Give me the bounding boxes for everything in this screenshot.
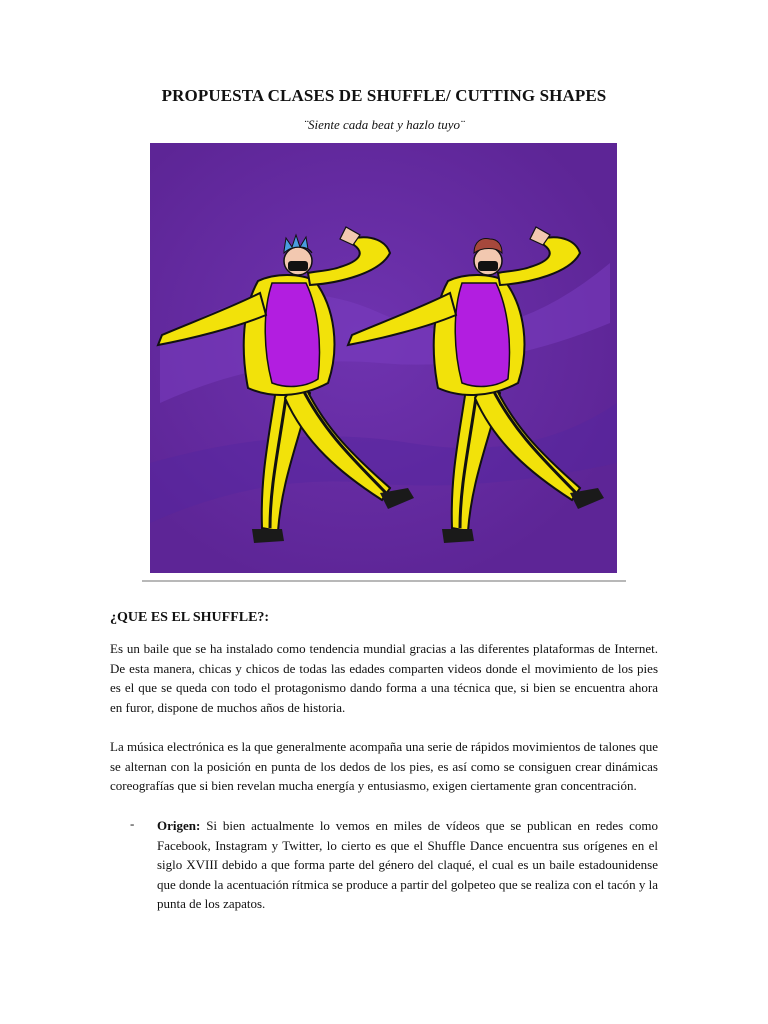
bullet-marker: -: [130, 816, 135, 831]
document-subtitle: ¨Siente cada beat y hazlo tuyo¨: [303, 117, 465, 132]
figure-divider: [142, 580, 626, 582]
dancer-left-shoe: [252, 529, 284, 543]
two-dancers-illustration: [150, 143, 617, 573]
bullet-origin-text: Si bien actualmente lo vemos en miles de vídeos que se publican en redes como Facebook, Instagram y Twitter, lo cierto es que el Shuffle Dance encuentra sus orígenes en el siglo XVIII debido a que forma parte del género del claqué, el cual es un baile estadounidense que donde la acentuación rítmica se produce a partir del golpeteo que se realiza con el tacón y la punta de los zapatos.: [157, 818, 658, 911]
section-heading: ¿QUE ES EL SHUFFLE?:: [110, 610, 270, 625]
paragraph-music: La música electrónica es la que generalmente acompaña una serie de rápidos movimientos de talones que se alternan con la posición en punta de los dedos de los pies, es así como se consiguen crear dinámicas coreografías que si bien revelan mucha energía y entusiasmo, exigen ciertamente gran concentración.: [110, 739, 658, 793]
document-title: PROPUESTA CLASES DE SHUFFLE/ CUTTING SHAPES: [161, 86, 607, 105]
dancer-right-mask: [478, 261, 498, 271]
dancer-left-shirt: [265, 283, 319, 386]
dancer-left-mask: [288, 261, 308, 271]
dancer-right-shirt: [455, 283, 509, 386]
dancer-right-shoe: [442, 529, 474, 543]
bullet-origin-label: Origen:: [157, 818, 201, 833]
paragraph-intro: Es un baile que se ha instalado como tendencia mundial gracias a las diferentes plataformas de Internet. De esta manera, chicas y chicos de todas las edades comparten videos donde el movimiento de los pies es el que se queda con todo el protagonismo dando forma a una técnica que, si bien se encuentra ahora en furor, dispone de muchos años de historia.: [110, 641, 658, 715]
bullet-origin: [157, 816, 658, 914]
